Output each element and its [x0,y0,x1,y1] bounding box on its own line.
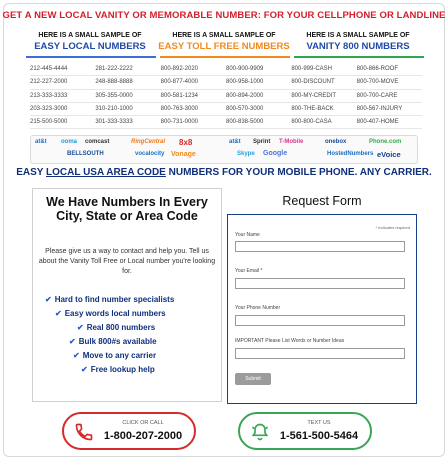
column-toll-free-title: EASY TOLL FREE NUMBERS [158,41,290,52]
name-label: Your Name [235,232,260,238]
number-cell[interactable]: 213-333-3333 [30,92,68,99]
info-panel-description: Please give us a way to contact and help you. Tell us about the Vanity Toll Free or Local number you're looking for. [38,248,216,275]
number-cell[interactable]: 800-570-3000 [225,106,264,113]
number-cell[interactable]: 800-567-INJURY [356,106,403,113]
number-cell[interactable]: 800-THE-BACK [291,106,334,113]
number-cell[interactable]: 310-210-1000 [95,106,133,113]
call-button[interactable] [62,412,196,450]
ideas-label: IMPORTANT Please List Words or Number Ideas [235,338,345,344]
number-cell[interactable]: 305-355-0000 [95,92,133,99]
table-row [30,76,422,89]
info-panel-title: We Have Numbers In Every City, State or Area Code [46,195,208,223]
carrier-logo-phonecom: Phone.com [369,139,402,145]
text-number: 1-561-500-5464 [279,430,359,442]
carrier-logo-sprint: Sprint [253,139,271,145]
carrier-logo-ooma: ooma [61,139,78,145]
sample-numbers-table [30,63,422,129]
carrier-logo-att: at&t [35,139,47,145]
banner-suffix: NUMBERS FOR YOUR MOBILE PHONE. ANY CARRIER. [165,167,432,178]
text-label: TEXT US [307,420,331,426]
column-local-rule [26,56,156,58]
number-cell[interactable]: 800-407-HOME [356,119,399,126]
column-local-sample-label: HERE IS A SMALL SAMPLE OF [38,32,142,39]
feature-item: ✔ Real 800 numbers [77,323,156,332]
number-cell[interactable]: 203-323-3000 [30,106,68,113]
feature-item: ✔ Easy words local numbers [55,309,166,318]
info-panel [32,188,222,402]
table-row [30,103,422,116]
call-number: 1-800-207-2000 [103,430,183,442]
carrier-logo-att-2: at&t [229,139,241,145]
email-input[interactable] [235,278,405,289]
check-icon: ✔ [73,351,80,360]
number-cell[interactable]: 800-900-9909 [225,66,264,73]
carrier-logos-strip [30,135,418,164]
required-note: * Indicates required [375,225,410,230]
table-row [30,116,422,129]
feature-item: ✔ Hard to find number specialists [45,295,175,304]
number-cell[interactable]: 800-700-MOVE [356,79,399,86]
check-icon: ✔ [77,323,84,332]
table-row [30,90,422,103]
number-cell[interactable]: 800-838-5000 [225,119,264,126]
number-cell[interactable]: 281-222-2222 [95,66,133,73]
check-icon: ✔ [55,309,62,318]
number-cell[interactable]: 800-700-CARE [356,92,398,99]
carrier-logo-skype: Skype [237,151,255,157]
number-cell[interactable]: 800-731-0000 [160,119,199,126]
carrier-logo-hostednumbers: HostedNumbers [327,151,374,157]
number-cell[interactable]: 215-500-5000 [30,119,68,126]
number-cell[interactable]: 800-892-2020 [160,66,199,73]
number-cell[interactable]: 212-227-2000 [30,79,68,86]
check-icon: ✔ [81,365,88,374]
phone-input[interactable] [235,315,405,326]
number-cell[interactable]: 800-958-1000 [225,79,264,86]
number-cell[interactable]: 800-763-3000 [160,106,199,113]
banner-prefix: EASY [16,167,47,178]
number-cell[interactable]: 800-894-2000 [225,92,264,99]
column-vanity-sample-label: HERE IS A SMALL SAMPLE OF [306,32,410,39]
number-cell[interactable]: 800-MY-CREDIT [291,92,337,99]
carrier-logo-comcast: comcast [85,139,110,145]
check-icon: ✔ [45,295,52,304]
column-local [20,32,160,52]
number-cell[interactable]: 301-333-3333 [95,119,133,126]
number-cell[interactable]: 212-445-4444 [30,66,68,73]
request-form-title: Request Form [282,194,362,208]
number-cell[interactable]: 800-800-CASA [291,119,332,126]
email-label: Your Email * [235,268,263,274]
carrier-logo-vonage: Vonage [171,151,196,158]
check-icon: ✔ [69,337,76,346]
carrier-logo-tmobile: T-Mobile [279,139,304,145]
feature-item: ✔ Free lookup help [81,365,155,374]
column-local-title: EASY LOCAL NUMBERS [34,41,146,52]
carrier-logo-bellsouth: BELLSOUTH [67,151,104,157]
feature-item: ✔ Bulk 800#s available [69,337,157,346]
column-vanity-rule [294,56,424,58]
column-toll-free-sample-label: HERE IS A SMALL SAMPLE OF [172,32,276,39]
submit-button[interactable]: Submit [235,373,271,385]
ideas-input[interactable] [235,348,405,359]
carrier-logo-onebox: onebox [325,139,347,145]
mobile-banner [0,167,448,178]
carrier-logo-vocalocity: vocalocity [135,151,165,157]
feature-item: ✔ Move to any carrier [73,351,157,360]
number-cell[interactable]: 248-888-8888 [95,79,133,86]
number-cell[interactable]: 800-877-4000 [160,79,199,86]
column-vanity-title: VANITY 800 NUMBERS [306,41,410,52]
text-button[interactable] [238,412,372,450]
name-input[interactable] [235,241,405,252]
carrier-logo-ringcentral: RingCentral [131,139,166,145]
carrier-logo-8x8: 8x8 [179,138,193,147]
number-cell[interactable]: 800-581-1234 [160,92,199,99]
column-toll-free-rule [160,56,290,58]
carrier-logo-google: Google [263,150,288,157]
column-toll-free [154,32,294,52]
phone-label: Your Phone Number [235,305,281,311]
banner-highlight: LOCAL USA AREA CODE [46,167,166,178]
number-cell[interactable]: 800-999-CASH [291,66,332,73]
number-cell[interactable]: 800-866-ROOF [356,66,398,73]
headline: GET A NEW LOCAL VANITY OR MEMORABLE NUMBER: FOR YOUR CELLPHONE OR LANDLINE [2,10,446,21]
number-cell[interactable]: 800-DISCOUNT [291,79,335,86]
call-label: CLICK OR CALL [122,420,164,426]
table-row [30,63,422,76]
column-vanity [288,32,428,52]
request-form [227,214,417,404]
carrier-logo-evoice: eVoice [377,150,401,159]
